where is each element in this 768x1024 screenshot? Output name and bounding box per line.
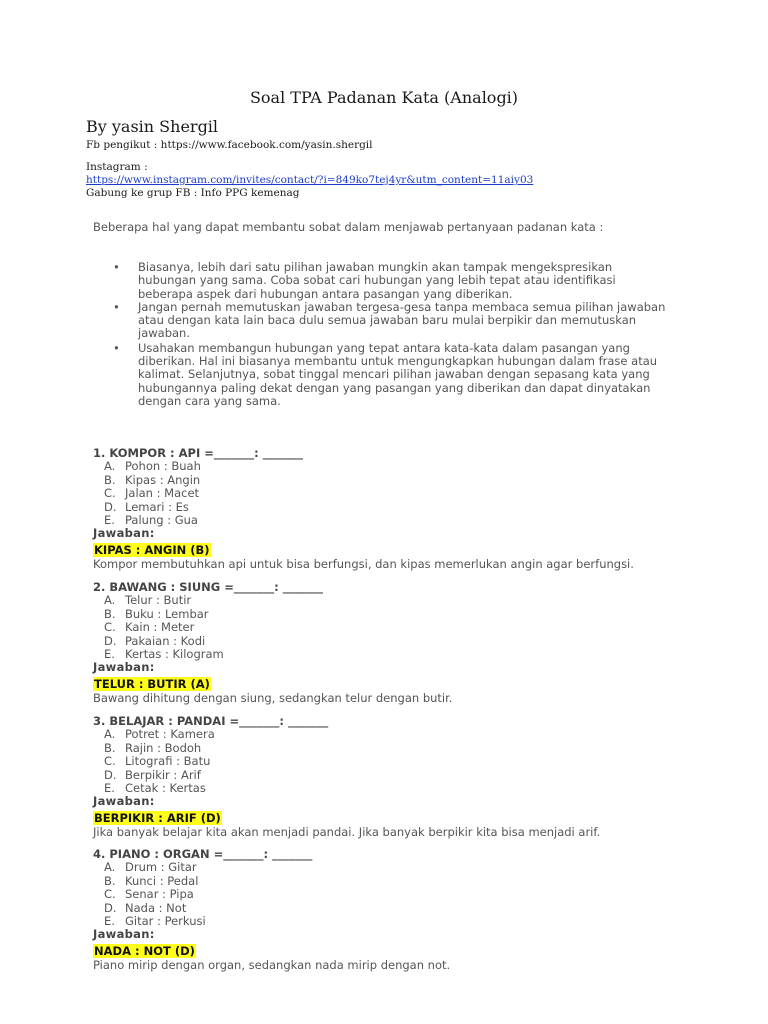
- option-item: C. Jalan : Macet: [104, 486, 200, 501]
- option-item: A. Potret : Kamera: [104, 727, 215, 742]
- list-item: • Biasanya, lebih dari satu pilihan jawaban mungkin akan tampak mengekspresikan hubungan yang sama. Coba sobat cari hubungan yang lebih tepat atau identifikasi beberapa aspek dari hubungan antara pasangan yang diberikan.: [113, 260, 616, 301]
- bullet-icon: •: [113, 260, 120, 274]
- option-item: A. Pohon : Buah: [104, 459, 201, 474]
- option-item: B. Rajin : Bodoh: [104, 740, 202, 755]
- answer-label: Jawaban:: [93, 794, 155, 809]
- option-item: A. Drum : Gitar: [104, 860, 197, 875]
- options-list: [93, 861, 713, 928]
- answer-highlight: NADA : NOT (D): [94, 943, 195, 958]
- option-item: E. Gitar : Perkusi: [104, 914, 206, 929]
- question-title: 2. BAWANG : SIUNG =_______: _______: [93, 580, 323, 594]
- option-item: E. Cetak : Kertas: [104, 781, 206, 796]
- answer-explanation: Kompor membutuhkan api untuk bisa berfungsi, dan kipas memerlukan angin agar berfungsi.: [93, 557, 634, 572]
- option-item: E. Kertas : Kilogram: [104, 647, 224, 662]
- facebook-line: Fb pengikut : https://www.facebook.com/yasin.shergil: [86, 139, 373, 151]
- option-item: E. Palung : Gua: [104, 513, 198, 528]
- list-item: • Usahakan membangun hubungan yang tepat antara kata-kata dalam pasangan yang diberikan. Hal ini biasanya membantu untuk mengungkapkan hubungan dalam frase atau kalimat. Selanjutnya, sobat tinggal mencari pilihan jawaban dengan sepasang kata yang hubungannya paling dekat dengan yang pasangan yang diberikan dan dapat dinyatakan dengan cara yang sama.: [113, 340, 658, 408]
- document-title: Soal TPA Padanan Kata (Analogi): [249, 88, 519, 107]
- instagram-link[interactable]: https://www.instagram.com/invites/contact/?i=849ko7tej4yr&utm_content=11aiy03: [86, 174, 534, 186]
- options-list: [93, 460, 713, 527]
- answer-label: Jawaban:: [93, 526, 155, 541]
- answer-explanation: Bawang dihitung dengan siung, sedangkan telur dengan butir.: [93, 691, 453, 706]
- option-item: B. Buku : Lembar: [104, 606, 209, 621]
- tips-list: [93, 261, 693, 408]
- options-list: [93, 594, 713, 661]
- bullet-icon: •: [113, 299, 120, 314]
- list-item: • Jangan pernah memutuskan jawaban tergesa-gesa tanpa membaca semua pilihan jawaban atau dengan kata lain baca dulu semua jawaban baru mulai berpikir dan memutuskan jawaban.: [113, 299, 666, 341]
- instagram-label: Instagram :: [86, 161, 148, 173]
- question-2: [93, 581, 713, 706]
- intro-text: Beberapa hal yang dapat membantu sobat dalam menjawab pertanyaan padanan kata :: [93, 220, 604, 234]
- option-item: D. Pakaian : Kodi: [104, 633, 206, 648]
- option-item: D. Lemari : Es: [104, 499, 189, 514]
- answer-explanation: Jika banyak belajar kita akan menjadi pandai. Jika banyak berpikir kita bisa menjadi arif.: [93, 825, 601, 840]
- answer-highlight: BERPIKIR : ARIF (D): [94, 810, 221, 825]
- question-title: 3. BELAJAR : PANDAI =_______: _______: [93, 714, 329, 728]
- option-item: B. Kunci : Pedal: [104, 873, 199, 888]
- answer-label: Jawaban:: [93, 660, 155, 675]
- option-item: C. Senar : Pipa: [104, 887, 194, 902]
- group-line: Gabung ke grup FB : Info PPG kemenag: [86, 187, 300, 199]
- question-1: [93, 447, 713, 572]
- option-item: A. Telur : Butir: [104, 593, 192, 608]
- answer-label: Jawaban:: [93, 927, 155, 942]
- option-item: B. Kipas : Angin: [104, 472, 201, 487]
- question-3: [93, 715, 713, 840]
- options-list: [93, 728, 713, 795]
- author-line: By yasin Shergil: [86, 117, 219, 136]
- question-4: [93, 848, 713, 973]
- option-item: D. Nada : Not: [104, 900, 187, 915]
- answer-highlight: KIPAS : ANGIN (B): [94, 542, 210, 557]
- question-title: 1. KOMPOR : API =_______: _______: [93, 446, 304, 460]
- option-item: C. Litografi : Batu: [104, 754, 211, 769]
- bullet-icon: •: [113, 340, 120, 355]
- option-item: C. Kain : Meter: [104, 620, 195, 635]
- answer-explanation: Piano mirip dengan organ, sedangkan nada mirip dengan not.: [93, 958, 451, 973]
- answer-highlight: TELUR : BUTIR (A): [94, 676, 210, 691]
- option-item: D. Berpikir : Arif: [104, 767, 201, 782]
- question-title: 4. PIANO : ORGAN =_______: _______: [93, 847, 313, 861]
